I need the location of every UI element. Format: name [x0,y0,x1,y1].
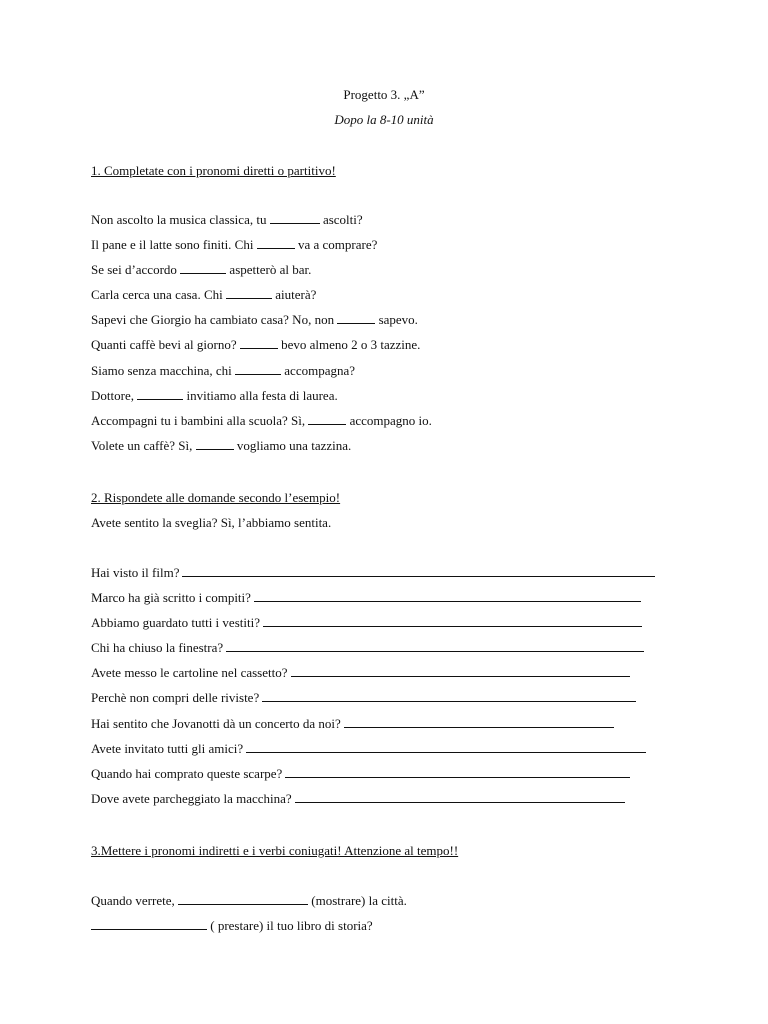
answer-blank[interactable] [270,212,320,224]
item-text-before: Quanti caffè bevi al giorno? [91,337,237,353]
exercise-item [91,336,432,361]
item-text-after: aiuterà? [275,287,317,303]
answer-line[interactable] [262,690,636,702]
answer-blank[interactable] [137,388,183,400]
answer-blank[interactable] [180,262,226,274]
exercise-item [91,387,432,412]
answer-blank[interactable] [226,287,272,299]
item-text-after: (mostrare) la città. [311,893,407,908]
question-row [91,765,677,790]
answer-line[interactable] [285,766,630,778]
item-text-after: aspetterò al bar. [229,262,312,278]
answer-blank[interactable] [337,312,375,324]
answer-line[interactable] [291,665,630,677]
exercise-item [91,412,432,437]
section-3-item [91,917,373,935]
item-text-after: accompagno io. [349,412,432,428]
question-row [91,664,677,689]
item-text-after: ( prestare) il tuo libro di storia? [210,918,373,933]
item-text-before: Volete un caffè? Sì, [91,437,193,453]
question-text: Hai sentito che Jovanotti dà un concerto da noi? [91,715,341,731]
item-text-after: bevo almeno 2 o 3 tazzine. [281,337,421,353]
answer-blank[interactable] [257,237,295,249]
question-row [91,614,677,639]
answer-line[interactable] [263,615,642,627]
exercise-item [91,311,432,336]
item-text-before: Quando verrete, [91,893,175,908]
question-text: Hai visto il film? [91,565,180,580]
item-text-before: Accompagni tu i bambini alla scuola? Sì, [91,412,306,428]
item-text-before: Non ascolto la musica classica, tu [91,212,267,227]
section-2-example: Avete sentito la sveglia? Sì, l’abbiamo sentita. [91,515,332,530]
question-row [91,715,677,740]
answer-line[interactable] [295,791,625,803]
exercise-item [91,437,432,462]
answer-blank[interactable] [91,918,207,930]
item-text-before: Siamo senza macchina, chi [91,362,232,378]
answer-blank[interactable] [196,438,234,450]
question-text: Quando hai comprato queste scarpe? [91,765,283,781]
section-3-item [91,892,407,910]
item-text-after: va a comprare? [297,237,378,253]
question-text: Abbiamo guardato tutti i vestiti? [91,615,260,631]
question-text: Dove avete parcheggiato la macchina? [91,790,292,806]
exercise-item [91,286,432,311]
question-row [91,740,677,765]
answer-blank[interactable] [178,893,308,905]
question-row [91,639,677,664]
section-3-heading: 3.Mettere i pronomi indiretti e i verbi coniugati! Attenzione al tempo!! [91,843,459,858]
section-1-exercise-list [91,211,432,462]
question-text: Avete messo le cartoline nel cassetto? [91,665,288,681]
answer-line[interactable] [226,640,644,652]
page-title: Progetto 3. „A” [343,87,425,102]
answer-blank[interactable] [308,413,346,425]
question-text: Chi ha chiuso la finestra? [91,640,224,656]
item-text-after: invitiamo alla festa di laurea. [186,387,338,403]
item-text-after: ascolti? [322,212,363,227]
exercise-item [91,362,432,387]
page-subtitle: Dopo la 8-10 unità [334,112,434,127]
answer-line[interactable] [182,565,655,577]
section-2-question-list [91,564,677,815]
section-1-heading: 1. Completate con i pronomi diretti o partitivo! [91,163,336,178]
section-2-heading: 2. Rispondete alle domande secondo l’esempio! [91,490,341,505]
question-text: Marco ha già scritto i compiti? [91,590,251,606]
question-row [91,790,677,815]
answer-blank[interactable] [240,337,278,349]
exercise-item [91,211,432,236]
item-text-before: Dottore, [91,387,134,403]
item-text-after: accompagna? [284,362,356,378]
item-text-after: vogliamo una tazzina. [236,437,352,453]
answer-line[interactable] [254,590,641,602]
answer-blank[interactable] [235,363,281,375]
item-text-before: Il pane e il latte sono finiti. Chi [91,237,254,253]
item-text-after: sapevo. [378,312,418,328]
item-text-before: Carla cerca una casa. Chi [91,287,223,303]
item-text-before: Sapevi che Giorgio ha cambiato casa? No, non [91,312,335,328]
answer-line[interactable] [246,741,646,753]
exercise-item [91,261,432,286]
question-row [91,564,677,589]
answer-line[interactable] [344,716,614,728]
question-row [91,589,677,614]
item-text-before: Se sei d’accordo [91,262,177,278]
exercise-item [91,236,432,261]
question-row [91,689,677,714]
question-text: Avete invitato tutti gli amici? [91,740,244,756]
question-text: Perchè non compri delle riviste? [91,690,260,706]
